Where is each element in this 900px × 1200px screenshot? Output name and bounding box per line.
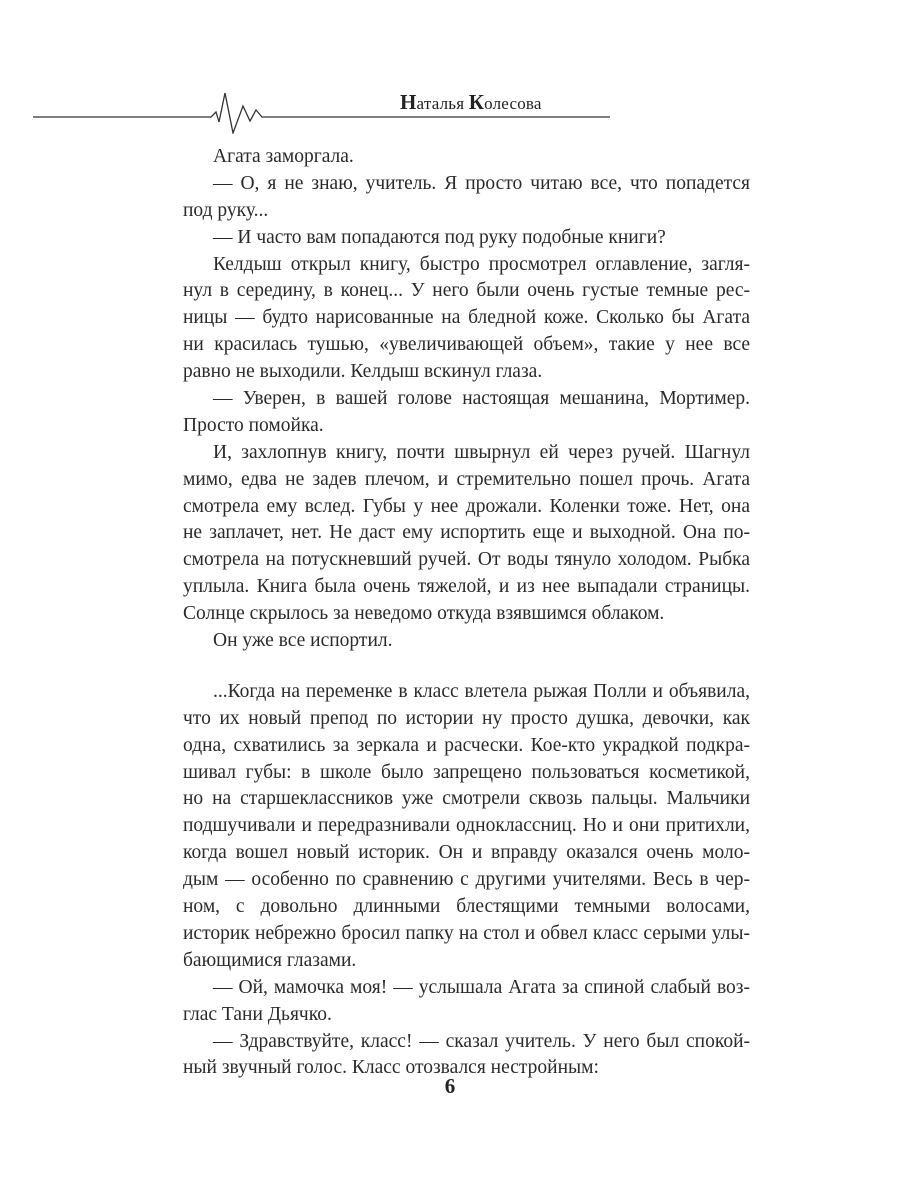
text-line: мимо, едва не задев плечом, и стремительно пошел прочь. Агата bbox=[183, 468, 750, 490]
text-line: уплыла. Книга была очень тяжелой, и из нее выпадали страницы. bbox=[183, 576, 750, 598]
text-line: глас Тани Дьячко. bbox=[183, 1003, 332, 1025]
text-line: ...Когда на переменке в класс влетела рыжая Полли и объявила, bbox=[213, 680, 750, 702]
text-line: смотрела ему вслед. Губы у нее дрожали. Коленки тоже. Нет, она bbox=[183, 495, 750, 517]
author-last-initial: К bbox=[468, 90, 485, 114]
text-line: Просто помойка. bbox=[183, 414, 324, 436]
text-line: когда вошел новый историк. Он и вправду оказался очень моло- bbox=[183, 842, 750, 864]
text-line: равно не выходили. Келдыш вскинул глаза. bbox=[183, 361, 543, 383]
page-number: 6 bbox=[444, 1074, 456, 1098]
text-line: И, захлопнув книгу, почти швырнул ей через ручей. Шагнул bbox=[213, 441, 750, 463]
text-line: нул в середину, в конец... У него были очень густые темные рес- bbox=[183, 280, 750, 302]
text-line: шивал губы: в школе было запрещено пользоваться косметикой, bbox=[183, 761, 750, 783]
text-line: ном, с довольно длинными блестящими темными волосами, bbox=[183, 896, 750, 918]
page-body-text bbox=[183, 144, 750, 1082]
text-line: бающимися глазами. bbox=[183, 949, 357, 971]
text-line: но на старшеклассников уже смотрели сквозь пальцы. Мальчики bbox=[183, 788, 750, 810]
text-line: — И часто вам попадаются под руку подобные книги? bbox=[213, 226, 666, 248]
text-line: — Уверен, в вашей голове настоящая мешанина, Мортимер. bbox=[213, 388, 750, 410]
author-first-rest: аталья bbox=[416, 94, 469, 113]
section-break bbox=[183, 655, 750, 679]
text-line: Солнце скрылось за неведомо откуда взявшимся облаком. bbox=[183, 603, 665, 625]
author-first-initial: Н bbox=[400, 90, 417, 114]
text-line: историк небрежно бросил папку на стол и обвел класс серыми улы- bbox=[183, 922, 750, 944]
text-line: подшучивали и передразнивали одноклассниц. Но и они притихли, bbox=[183, 815, 750, 837]
text-line: под руку... bbox=[183, 199, 269, 221]
text-line: Он уже все испортил. bbox=[213, 630, 393, 652]
text-line: что их новый препод по истории ну просто душка, девочки, как bbox=[183, 707, 750, 729]
author-last-rest: олесова bbox=[484, 94, 542, 113]
text-line: не заплачет, нет. Не даст ему испортить еще и выходной. Она по- bbox=[183, 522, 750, 544]
running-header bbox=[33, 88, 610, 134]
text-line: ни красилась тушью, «увеличивающей объем», такие у нее все bbox=[183, 334, 750, 356]
text-line: ницы — будто нарисованные на бледной коже. Сколько бы Агата bbox=[183, 307, 750, 329]
text-line: смотрела на потускневший ручей. От воды тянуло холодом. Рыбка bbox=[183, 549, 750, 571]
text-line: — О, я не знаю, учитель. Я просто читаю все, что попадется bbox=[213, 172, 750, 194]
text-line: дым — особенно по сравнению с другими учителями. Весь в чер- bbox=[183, 869, 750, 891]
text-line: одна, схватились за зеркала и расчески. Кое-кто украдкой подкра- bbox=[183, 734, 750, 756]
text-line: — Ой, мамочка моя! — услышала Агата за спиной слабый воз- bbox=[213, 976, 750, 998]
text-line: — Здравствуйте, класс! — сказал учитель. У него был спокой- bbox=[213, 1030, 750, 1052]
author-name bbox=[400, 90, 542, 115]
text-line: Келдыш открыл книгу, быстро просмотрел оглавление, загля- bbox=[213, 253, 750, 275]
text-line: Агата заморгала. bbox=[213, 146, 354, 167]
text-line: ный звучный голос. Класс отозвался нестройным: bbox=[183, 1057, 599, 1079]
